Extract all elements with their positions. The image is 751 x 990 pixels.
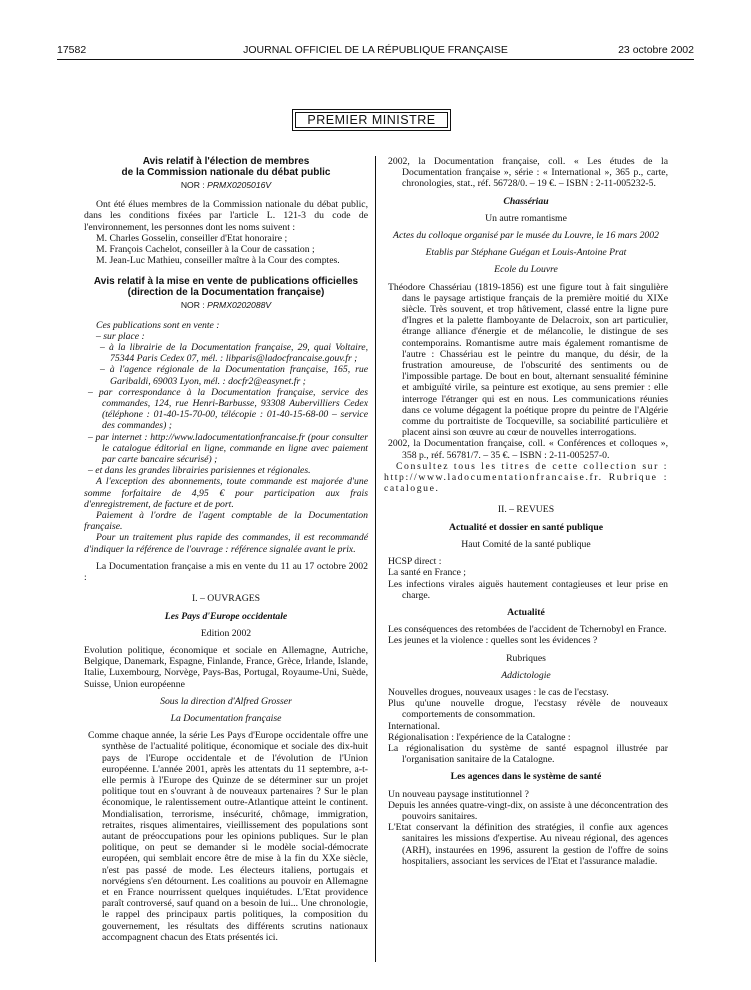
revue-hcsp: HCSP direct : [388,556,442,568]
chasseriau-title: Chassériau [503,195,549,207]
section-title-box [292,109,451,131]
revue-sante-france: La santé en France ; [388,567,467,579]
left-column [84,156,368,943]
ouvrage-description: Comme chaque année, la série Les Pays d'Europe occidentale offre une synthèse de l'actualité politique, économique et sociale des dix-huit pays de l'Europe occidentale et de l'évolution de l'Union européenne. L'année 2001, après les attentats du 11 septembre, a-t-elle permis à l'Europe des Quinze de se déterminer sur un projet politique tout en s'ouvrant à de nouveaux partenaires ? Sur le plan économique, le ralentissement outre-Atlantique atteint le continent. Mondialisation, terrorisme, insécurité, chômage, immigration, retraites, risques alimentaires, vieillissement des populations sont autant de préoccupations pour les opinions publiques. Sur le plan politique, on peut se demander si le modèle social-démocrate européen, qui semblait encore être de mise à la fin du XXe siècle, n'est pas passé de mode. Les électeurs italiens, portugais et norvégiens s'en détournent. Les coalitions au pouvoir en Allemagne et en France nourrissent quelques inquiétudes. L'Etat providence paraît controversé, sauf quand on a besoin de lui... Une chronologie, le rappel des principaux partis politiques, la composition du gouvernement, les résultats des différents scrutins nationaux accompagnent chacun des Etats présentés ici. [88,730,368,943]
actualite-heading: Actualité [507,606,545,618]
avis2-nor-label: NOR : [180,300,205,311]
header-rule [57,59,694,60]
avis2-line: Paiement à l'ordre de l'agent comptable de la Documentation française. [84,510,368,533]
avis1-title-line2: de la Commission nationale du débat public [121,167,331,178]
avis1-member: M. Charles Gosselin, conseiller d'Etat honoraire ; [96,232,288,244]
revue-committee: Haut Comité de la santé publique [461,538,591,550]
avis2-line: – à la librairie de la Documentation française, 29, quai Voltaire, 75344 Paris Cedex 07, mél. : libparis@ladocfrancaise.gouv.fr ; [100,342,368,365]
ouvrage-ref: 2002, la Documentation française, coll. « Les études de la Documentation française », série : « International », 365 p., carte, chronologies, stat., réf. 56728/0. – 19 €. – ISBN : 2-11-005232-5. [388,156,668,190]
avis1-member: M. François Cachelot, conseiller à la Cour de cassation ; [96,244,315,256]
page-number: 17582 [57,44,87,56]
agences-item: Un nouveau paysage institutionnel ? [388,788,529,800]
actualite-item: Les conséquences des retombées de l'accident de Tchernobyl en France. [388,624,667,636]
chasseriau-actes: Actes du colloque organisé par le musée du Louvre, le 16 mars 2002 [393,230,659,242]
avis2-line: Ces publications sont en vente : [96,319,220,331]
avis1-nor [84,180,368,191]
journal-title: JOURNAL OFFICIEL DE LA RÉPUBLIQUE FRANÇAISE [243,44,508,56]
issue-date: 23 octobre 2002 [618,44,694,56]
regionalisation-detail: La régionalisation du système de santé espagnol illustrée par l'organisation sanitaire de la Catalogne. [388,742,668,766]
avis1-nor-label: NOR : [180,180,205,190]
chasseriau-ecole: Ecole du Louvre [494,264,558,276]
actualite-item: Les jeunes et la violence : quelles sont les évidences ? [388,635,598,647]
ouvrage-subtitle: Evolution politique, économique et sociale en Allemagne, Autriche, Belgique, Danemark, Espagne, Finlande, France, Grèce, Irlande, Islande, Italie, Luxembourg, Norvège, Pays-Bas, Portugal, Royaume-Uni, Suède, Suisse, Union européenne [84,644,368,690]
ouvrage-publisher: La Documentation française [170,712,282,724]
addictologie-heading: Addictologie [501,669,551,681]
regionalisation-item: Régionalisation : l'expérience de la Catalogne : [388,731,571,743]
avis1-intro: Ont été élues membres de la Commission nationale du débat public, dans les conditions fixées par l'article L. 121-3 du code de l'environnement, les personnes dont les noms suivent : [84,199,368,233]
avis2-nor-code: PRMX0202088V [207,300,272,311]
avis2-title-line2: (direction de la Documentation française) [127,287,325,299]
chasseriau-consultez: Consultez tous les titres de cette collection sur : http://www.ladocumentationfrancaise.fr. Rubrique : catalogue. [384,460,668,495]
revues-heading: II. – REVUES [497,504,555,516]
agences-item: Depuis les années quatre-vingt-dix, on assiste à une déconcentration des pouvoirs sanitaires. [388,799,668,822]
avis2-line: Pour un traitement plus rapide des commandes, il est recommandé d'indiquer la référence de l'ouvrage : référence signalée avant le prix. [84,532,368,555]
avis2-line: – par correspondance à la Documentation française, service des commandes, 124, rue Henri-Barbusse, 93308 Aubervilliers Cedex (téléphone : 01-40-15-70-00, télécopie : 01-40-15-68-00 – service des commandes) ; [88,386,368,432]
section-title: PREMIER MINISTRE [295,112,448,128]
chasseriau-description: Théodore Chassériau (1819-1856) est une figure tout à fait singulière dans le paysage artistique français de la première moitié du XIXe siècle. Très souvent, et trop hâtivement, classé entre la ligne pure d'Ingres et la palette flamboyante de Delacroix, son art particulier, étrange alliance d'énergie et de mélancolie, le distingue de ses contemporains. Romantisme autre mais également romantisme de l'autre : Chassériau est le peintre du manque, du désir, de la frustration amoureuse, de l'obscurité des sentiments ou de l'impossible partage. De bout en bout, alternant sensualité féminine et ambiguïté virile, sa peinture est exotique, au sens premier : elle interroge l'étranger qui est en nous. Les communications réunies dans ce volume dégagent la poétique propre du peintre de l'Algérie comme du portraitiste de Tocqueville, sa sociabilité particulière et placent ainsi son œuvre au cœur de nouvelles interrogations. [388,281,668,439]
addictologie-item: Nouvelles drogues, nouveaux usages : le cas de l'ecstasy. [388,686,609,698]
chasseriau-ref: 2002, la Documentation française, coll. « Conférences et colloques », 358 p., réf. 56781/7. – 35 €. – ISBN : 2-11-005257-0. [388,438,668,461]
avis1-member: M. Jean-Luc Mathieu, conseiller maître à la Cour des comptes. [96,255,340,267]
ouvrage-edition: Edition 2002 [200,627,252,639]
ouvrages-heading: I. – OUVRAGES [191,593,261,605]
chasseriau-etablis: Etablis par Stéphane Guégan et Louis-Antoine Prat [425,247,627,259]
avis2-line: – à l'agence régionale de la Documentation française, 165, rue Garibaldi, 69003 Lyon, mél. : docfr2@easynet.fr ; [100,364,368,387]
avis2-line: – par internet : http://www.ladocumentationfrancaise.fr (pour consulter le catalogue éditorial en ligne, commande en ligne avec paiement par carte bancaire sécurisé) ; [88,431,368,466]
avis2-line: A l'exception des abonnements, toute commande est majorée d'une somme forfaitaire de 4,95 € pour participation aux frais d'enregistrement, de facture et de port. [84,476,368,510]
international-item: International. [388,720,440,732]
revue-infections: Les infections virales aiguës hautement contagieuses et leur prise en charge. [388,578,668,601]
avis2-line: – sur place : [96,330,145,342]
ouvrage-direction: Sous la direction d'Alfred Grosser [160,695,292,707]
right-column [384,156,668,867]
avis1-nor-code: PRMX0205016V [207,180,272,190]
column-divider [375,156,376,962]
addictologie-item: Plus qu'une nouvelle drogue, l'ecstasy révèle de nouveaux comportements de consommation. [388,698,668,721]
rubriques-heading: Rubriques [506,652,546,664]
avis2-title-line1: Avis relatif à la mise en vente de publications officielles [93,276,359,288]
agences-item: L'Etat conservant la définition des stratégies, il confie aux agences sanitaires les missions d'expertise. Au niveau régional, des agences (ARH), instaurées en 1996, assurent la gestion de l'offre de soins hospitaliers, associant les services de l'Etat et l'assurance maladie. [388,822,668,867]
avis2-nor [84,300,368,311]
avis1-title-line1: Avis relatif à l'élection de membres [142,156,310,167]
revue-title: Actualité et dossier en santé publique [448,521,604,533]
ouvrage-title: Les Pays d'Europe occidentale [164,610,288,622]
avis2-line: – et dans les grandes librairies parisiennes et régionales. [88,465,311,477]
agences-heading: Les agences dans le système de santé [450,771,602,783]
mise-en-vente: La Documentation française a mis en vente du 11 au 17 octobre 2002 : [84,560,368,584]
chasseriau-subtitle: Un autre romantisme [485,212,567,224]
